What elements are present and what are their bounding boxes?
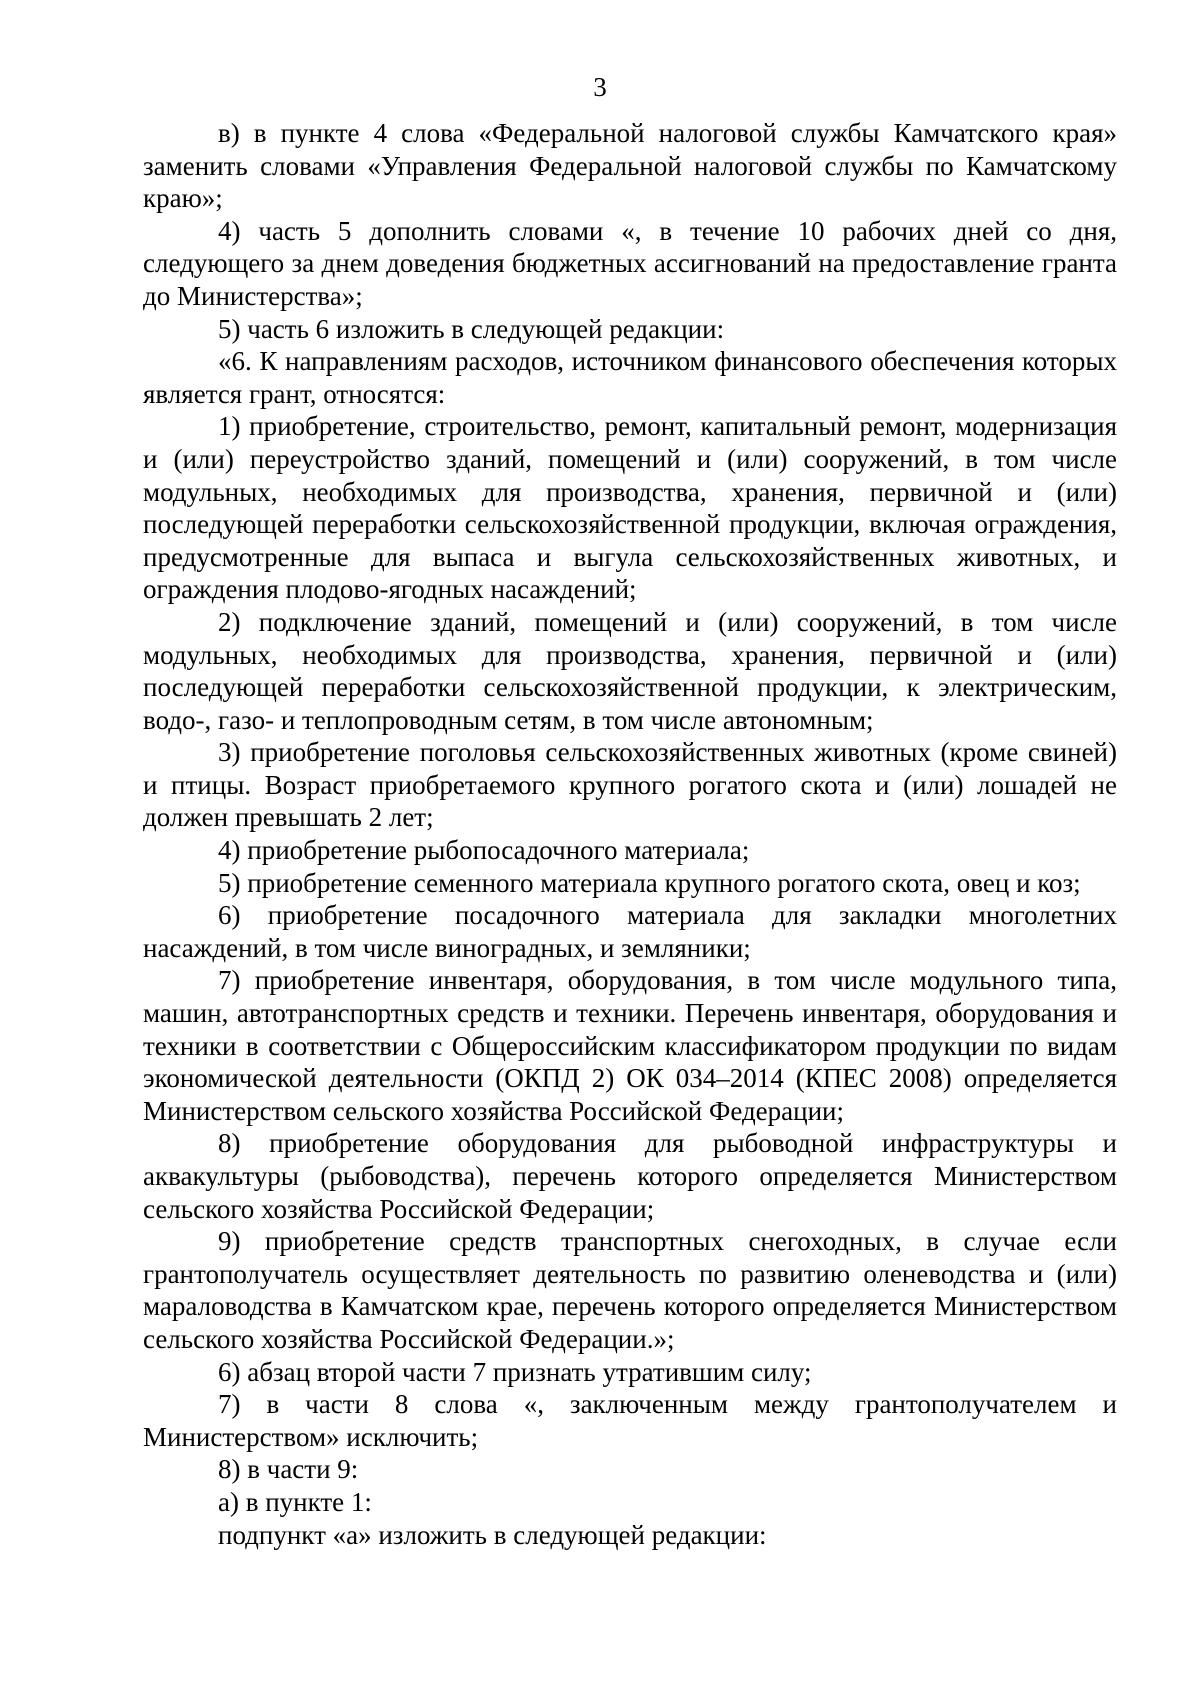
paragraph-item-4-part5: 4) часть 5 дополнить словами «, в течение 10 рабочих дней со дня, следующего за днем доведения бюджетных ассигнований на предоставление гранта до Министерства»;	[143, 215, 1117, 311]
paragraph-expense-4: 4) приобретение рыбопосадочного материала;	[218, 835, 750, 866]
paragraph-part6-intro: «6. К направлениям расходов, источником финансового обеспечения которых является грант, относятся:	[143, 346, 1117, 409]
paragraph-item-5-part6: 5) часть 6 изложить в следующей редакции:	[218, 313, 725, 344]
paragraph-expense-2: 2) подключение зданий, помещений и (или) сооружений, в том числе модульных, необходимых для производства, хранения, первичной и (или) последующей переработки сельскохозяйственной продукции, к электрическим, водо-, газо- и теплопроводным сетям, в том числе автономным;	[143, 606, 1117, 735]
paragraph-expense-9: 9) приобретение средств транспортных снегоходных, в случае если грантополучатель осуществляет деятельность по развитию оленеводства и (или) мараловодства в Камчатском крае, перечень которого определяется Министерством сельского хозяйства Российской Федерации.»;	[143, 1226, 1117, 1354]
paragraph-expense-1: 1) приобретение, строительство, ремонт, капитальный ремонт, модернизация и (или) переустройство зданий, помещений и (или) сооружений, в том числе модульных, необходимых для производства, хранения, первичной и (или) последующей переработки сельскохозяйственной продукции, включая ограждения, предусмотренные для выпаса и выгула сельскохозяйственных животных, и ограждения плодово-ягодных насаждений;	[143, 411, 1117, 605]
paragraph-item-8-part9: 8) в части 9:	[218, 1454, 359, 1485]
paragraph-item-6-part7: 6) абзац второй части 7 признать утратившим силу;	[218, 1356, 812, 1387]
paragraph-3v-item4: в) в пункте 4 слова «Федеральной налоговой службы Камчатского края» заменить словами «Управления Федеральной налоговой службы по Камчатскому краю»;	[143, 118, 1117, 214]
paragraph-subitem-a: а) в пункте 1:	[218, 1486, 372, 1517]
paragraph-subpoint-a: подпункт «а» изложить в следующей редакции:	[218, 1519, 767, 1550]
paragraph-expense-8: 8) приобретение оборудования для рыбоводной инфраструктуры и аквакультуры (рыбоводства), перечень которого определяется Министерством сельского хозяйства Российской Федерации;	[143, 1128, 1117, 1224]
document-body	[143, 117, 1117, 1551]
paragraph-item-7-part8: 7) в части 8 слова «, заключенным между грантополучателем и Министерством» исключить;	[143, 1389, 1117, 1452]
paragraph-expense-6: 6) приобретение посадочного материала для закладки многолетних насаждений, в том числе виноградных, и земляники;	[143, 900, 1117, 963]
paragraph-expense-5: 5) приобретение семенного материала крупного рогатого скота, овец и коз;	[218, 867, 1081, 898]
paragraph-expense-3: 3) приобретение поголовья сельскохозяйственных животных (кроме свиней) и птицы. Возраст приобретаемого крупного рогатого скота и (или) лошадей не должен превышать 2 лет;	[143, 737, 1117, 833]
paragraph-expense-7: 7) приобретение инвентаря, оборудования, в том числе модульного типа, машин, автотранспортных средств и техники. Перечень инвентаря, оборудования и техники в соответствии с Общероссийским классификатором продукции по видам экономической деятельности (ОКПД 2) ОК 034–2014 (КПЕС 2008) определяется Министерством сельского хозяйства Российской Федерации;	[143, 965, 1117, 1126]
page-number: 3	[593, 72, 607, 102]
